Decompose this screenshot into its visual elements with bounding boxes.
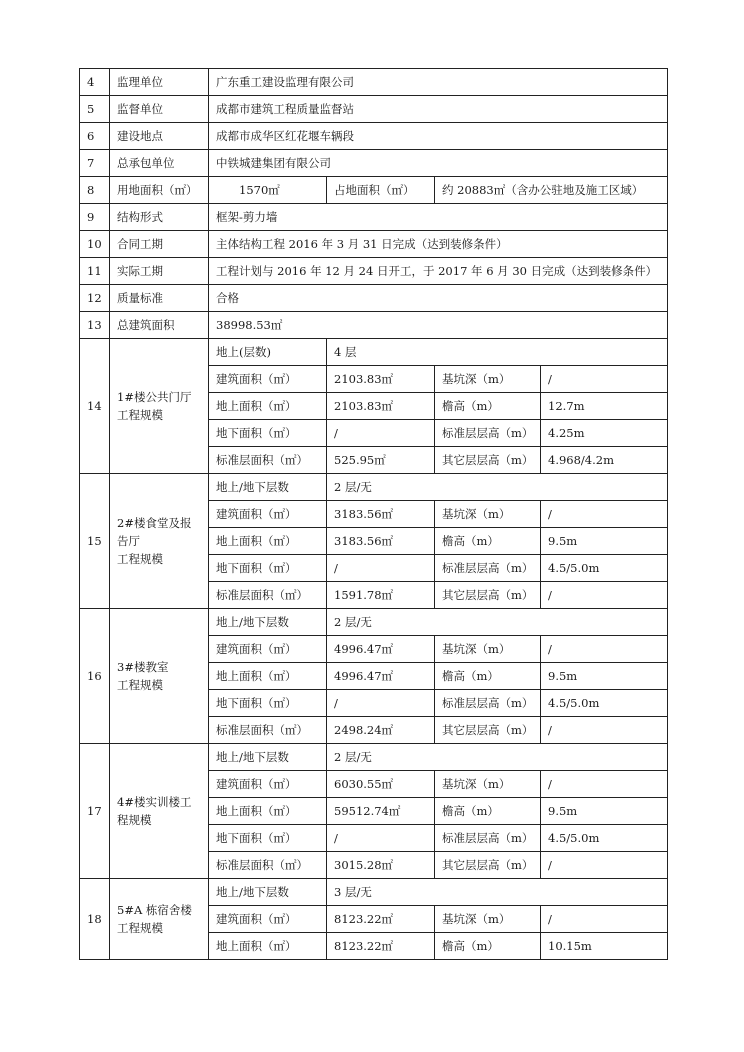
table-row (80, 231, 668, 258)
floors-value: 2 层/无 (327, 474, 668, 501)
detail-value-secondary: / (541, 501, 668, 528)
project-title-line: 2#楼食堂及报 (117, 516, 192, 530)
detail-value-secondary: / (541, 771, 668, 798)
project-title-line: 1#楼公共门厅 (117, 390, 192, 404)
detail-label: 建筑面积（㎡） (209, 906, 327, 933)
project-title (110, 744, 209, 879)
project-title-line: 告厅 (117, 534, 140, 548)
detail-label: 标准层面积（㎡） (209, 717, 327, 744)
row-label: 总建筑面积 (110, 312, 209, 339)
table-row (80, 285, 668, 312)
project-title (110, 339, 209, 474)
detail-label-secondary: 其它层层高（m） (435, 717, 541, 744)
detail-label: 地下面积（㎡） (209, 825, 327, 852)
detail-value: 8123.22㎡ (327, 906, 435, 933)
floors-label: 地上/地下层数 (209, 609, 327, 636)
detail-label-secondary: 标准层层高（m） (435, 555, 541, 582)
row-value: 广东重工建设监理有限公司 (209, 69, 668, 96)
detail-value-secondary: 4.25m (541, 420, 668, 447)
project-title (110, 879, 209, 960)
row-number: 9 (80, 204, 110, 231)
row-number: 4 (80, 69, 110, 96)
row-value: 框架-剪力墙 (209, 204, 668, 231)
row-number: 6 (80, 123, 110, 150)
row-number: 8 (80, 177, 110, 204)
detail-value: / (327, 555, 435, 582)
detail-value-secondary: 9.5m (541, 798, 668, 825)
detail-value: / (327, 420, 435, 447)
detail-value: 1591.78㎡ (327, 582, 435, 609)
project-title-line: 工程规模 (117, 408, 163, 422)
project-title-line: 3#楼教室 (117, 660, 169, 674)
row-number: 10 (80, 231, 110, 258)
project-number: 16 (80, 609, 110, 744)
project-number: 17 (80, 744, 110, 879)
detail-value-secondary: 10.15m (541, 933, 668, 960)
row-label: 实际工期 (110, 258, 209, 285)
detail-label: 标准层面积（㎡） (209, 852, 327, 879)
project-number: 18 (80, 879, 110, 960)
row-number: 13 (80, 312, 110, 339)
row-value: 成都市建筑工程质量监督站 (209, 96, 668, 123)
detail-label-secondary: 檐高（m） (435, 663, 541, 690)
detail-value: 2103.83㎡ (327, 393, 435, 420)
detail-label-secondary: 基坑深（m） (435, 636, 541, 663)
table-row (80, 177, 668, 204)
row-value: 中铁城建集团有限公司 (209, 150, 668, 177)
detail-label: 建筑面积（㎡） (209, 501, 327, 528)
detail-label-secondary: 标准层层高（m） (435, 825, 541, 852)
detail-label-secondary: 基坑深（m） (435, 771, 541, 798)
floors-value: 3 层/无 (327, 879, 668, 906)
detail-value-secondary: / (541, 717, 668, 744)
project-row (80, 744, 668, 771)
detail-value: 4996.47㎡ (327, 636, 435, 663)
row-value: 工程计划与 2016 年 12 月 24 日开工，于 2017 年 6 月 30 日完成（达到装修条件） (209, 258, 668, 285)
detail-value-secondary: / (541, 852, 668, 879)
detail-label-secondary: 标准层层高（m） (435, 420, 541, 447)
project-row (80, 879, 668, 906)
row-label: 用地面积（㎡） (110, 177, 209, 204)
detail-value: / (327, 690, 435, 717)
row-value: 成都市成华区红花堰车辆段 (209, 123, 668, 150)
floors-label: 地上/地下层数 (209, 879, 327, 906)
detail-value-secondary: 12.7m (541, 393, 668, 420)
detail-label-secondary: 其它层层高（m） (435, 852, 541, 879)
detail-value-secondary: 4.5/5.0m (541, 555, 668, 582)
detail-label-secondary: 其它层层高（m） (435, 447, 541, 474)
row-label-secondary: 占地面积（㎡） (327, 177, 435, 204)
table-row (80, 69, 668, 96)
detail-label-secondary: 标准层层高（m） (435, 690, 541, 717)
detail-value: 3183.56㎡ (327, 501, 435, 528)
detail-value: 6030.55㎡ (327, 771, 435, 798)
project-title-line: 5#A 栋宿舍楼 (117, 903, 192, 917)
project-row (80, 339, 668, 366)
detail-label: 建筑面积（㎡） (209, 771, 327, 798)
detail-value-secondary: 9.5m (541, 663, 668, 690)
detail-value: 3015.28㎡ (327, 852, 435, 879)
project-title-line: 工程规模 (117, 552, 163, 566)
detail-label-secondary: 基坑深（m） (435, 366, 541, 393)
project-title (110, 609, 209, 744)
row-label: 质量标准 (110, 285, 209, 312)
detail-label-secondary: 檐高（m） (435, 393, 541, 420)
project-title-line: 工程规模 (117, 678, 163, 692)
detail-label: 地上面积（㎡） (209, 528, 327, 555)
detail-label-secondary: 檐高（m） (435, 528, 541, 555)
detail-label: 地上面积（㎡） (209, 933, 327, 960)
detail-value: / (327, 825, 435, 852)
row-label: 建设地点 (110, 123, 209, 150)
project-title-line: 程规模 (117, 813, 152, 827)
project-title-line: 4#楼实训楼工 (117, 795, 192, 809)
detail-value-secondary: 4.5/5.0m (541, 825, 668, 852)
detail-label: 地下面积（㎡） (209, 555, 327, 582)
detail-label-secondary: 其它层层高（m） (435, 582, 541, 609)
detail-label: 地下面积（㎡） (209, 690, 327, 717)
row-number: 5 (80, 96, 110, 123)
row-value: 38998.53㎡ (209, 312, 668, 339)
floors-label: 地上/地下层数 (209, 474, 327, 501)
row-value: 合格 (209, 285, 668, 312)
row-label: 监督单位 (110, 96, 209, 123)
detail-value: 8123.22㎡ (327, 933, 435, 960)
row-label: 结构形式 (110, 204, 209, 231)
detail-value-secondary: / (541, 366, 668, 393)
detail-label-secondary: 檐高（m） (435, 933, 541, 960)
detail-label-secondary: 檐高（m） (435, 798, 541, 825)
floors-label: 地上(层数) (209, 339, 327, 366)
detail-label-secondary: 基坑深（m） (435, 906, 541, 933)
row-number: 11 (80, 258, 110, 285)
row-label: 总承包单位 (110, 150, 209, 177)
detail-value: 4996.47㎡ (327, 663, 435, 690)
floors-label: 地上/地下层数 (209, 744, 327, 771)
floors-value: 2 层/无 (327, 609, 668, 636)
detail-value: 2103.83㎡ (327, 366, 435, 393)
row-label: 监理单位 (110, 69, 209, 96)
detail-label: 地上面积（㎡） (209, 663, 327, 690)
row-value: 主体结构工程 2016 年 3 月 31 日完成（达到装修条件） (209, 231, 668, 258)
table-row (80, 204, 668, 231)
row-number: 12 (80, 285, 110, 312)
detail-value-secondary: / (541, 582, 668, 609)
detail-value-secondary: 4.968/4.2m (541, 447, 668, 474)
project-number: 14 (80, 339, 110, 474)
project-number: 15 (80, 474, 110, 609)
detail-value: 3183.56㎡ (327, 528, 435, 555)
table-row (80, 258, 668, 285)
project-title-line: 工程规模 (117, 921, 163, 935)
detail-label: 标准层面积（㎡） (209, 447, 327, 474)
project-title (110, 474, 209, 609)
detail-label-secondary: 基坑深（m） (435, 501, 541, 528)
project-row (80, 609, 668, 636)
floors-value: 2 层/无 (327, 744, 668, 771)
detail-label: 建筑面积（㎡） (209, 366, 327, 393)
detail-label: 地上面积（㎡） (209, 798, 327, 825)
project-row (80, 474, 668, 501)
table-row (80, 123, 668, 150)
detail-label: 地上面积（㎡） (209, 393, 327, 420)
table-row (80, 150, 668, 177)
detail-label: 标准层面积（㎡） (209, 582, 327, 609)
floors-value: 4 层 (327, 339, 668, 366)
detail-value-secondary: / (541, 906, 668, 933)
project-info-table (79, 68, 668, 960)
detail-value-secondary: / (541, 636, 668, 663)
row-value: 1570㎡ (209, 177, 327, 204)
detail-label: 地下面积（㎡） (209, 420, 327, 447)
row-label: 合同工期 (110, 231, 209, 258)
detail-value-secondary: 4.5/5.0m (541, 690, 668, 717)
detail-value-secondary: 9.5m (541, 528, 668, 555)
detail-value: 525.95㎡ (327, 447, 435, 474)
table-row (80, 96, 668, 123)
detail-value: 59512.74㎡ (327, 798, 435, 825)
detail-value: 2498.24㎡ (327, 717, 435, 744)
row-number: 7 (80, 150, 110, 177)
detail-label: 建筑面积（㎡） (209, 636, 327, 663)
table-row (80, 312, 668, 339)
row-value-secondary: 约 20883㎡（含办公驻地及施工区域） (435, 177, 668, 204)
